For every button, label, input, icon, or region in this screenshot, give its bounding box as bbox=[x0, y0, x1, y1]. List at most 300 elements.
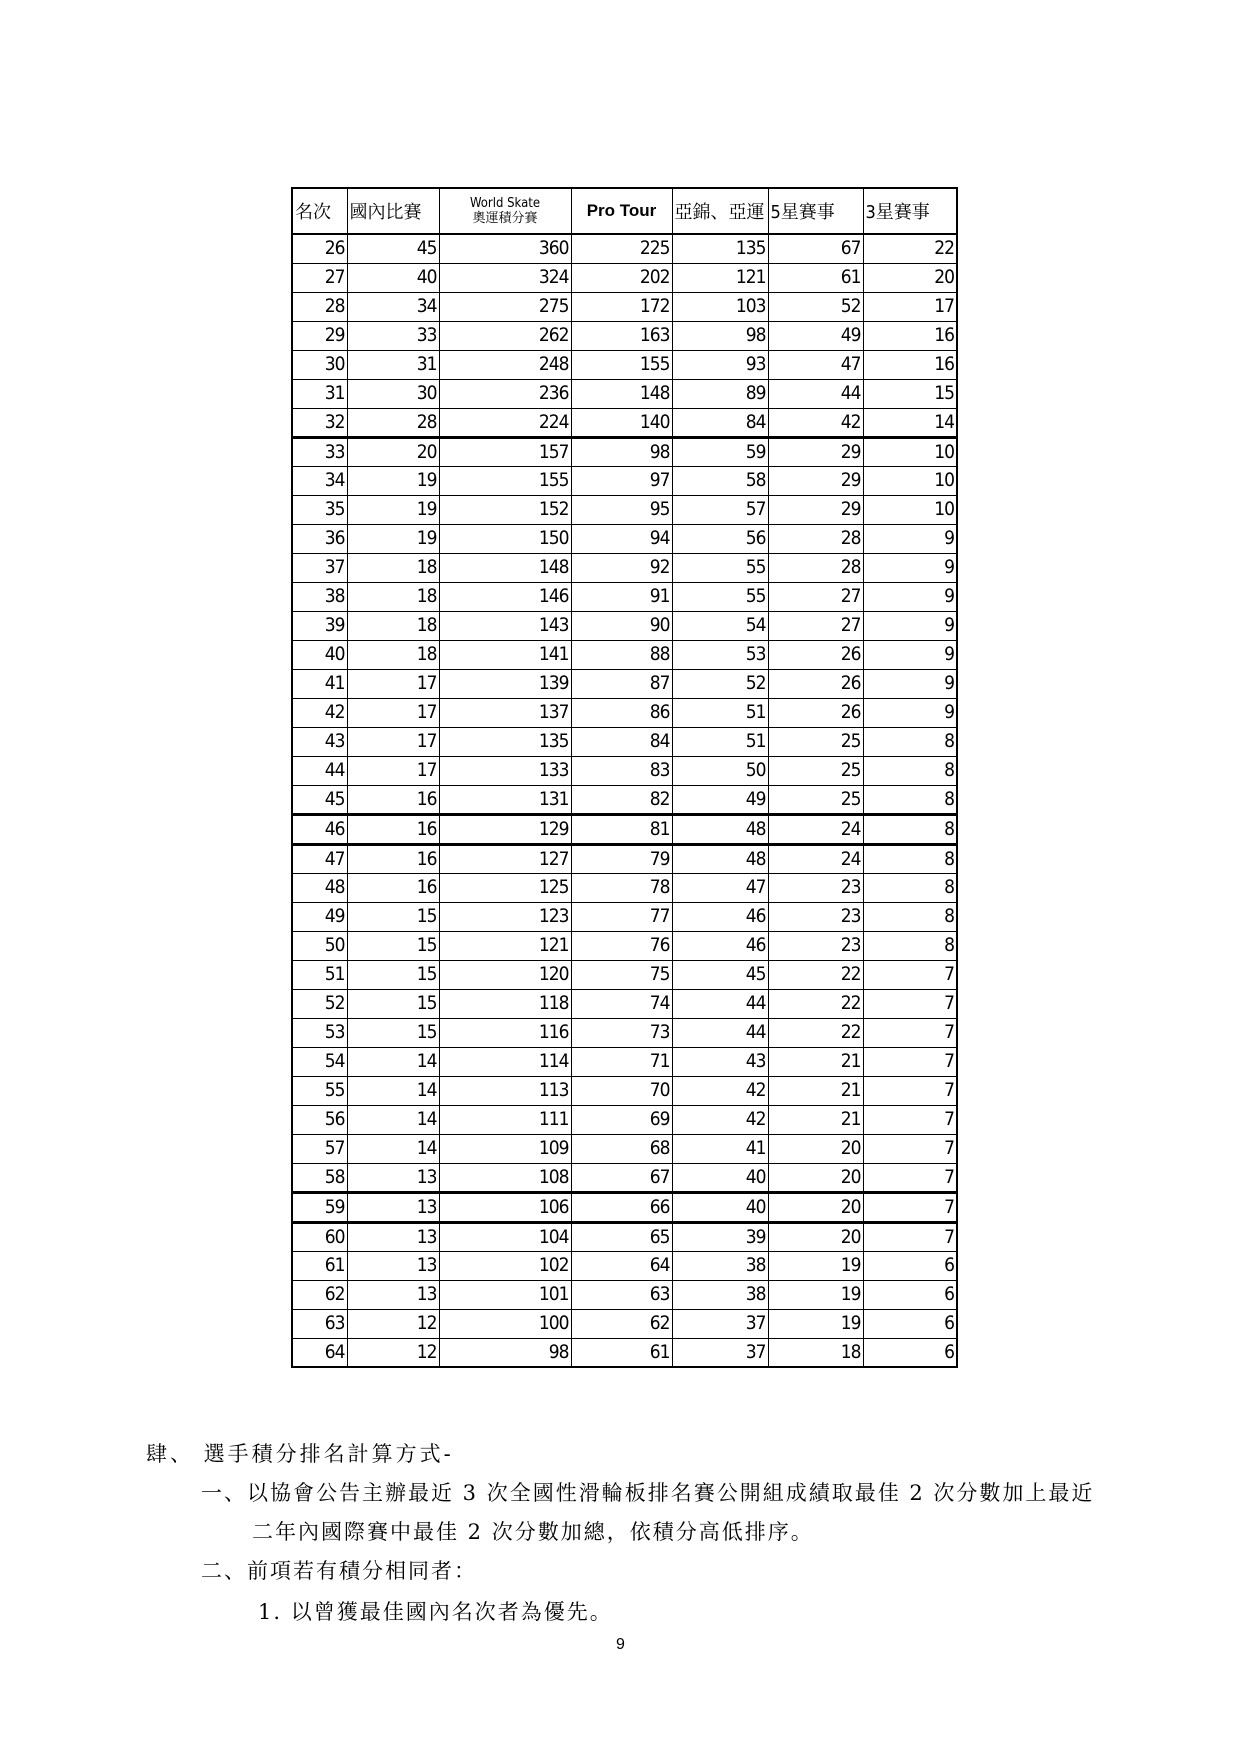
table-cell: 19 bbox=[768, 1280, 863, 1309]
table-cell: 55 bbox=[672, 582, 768, 611]
table-cell: 148 bbox=[571, 379, 672, 408]
table-row bbox=[292, 1076, 957, 1105]
table-cell: 45 bbox=[347, 234, 439, 263]
table-cell: 42 bbox=[768, 408, 863, 437]
table-cell: 45 bbox=[672, 960, 768, 989]
table-cell: 37 bbox=[672, 1338, 768, 1367]
table-cell: 9 bbox=[863, 640, 957, 669]
table-cell: 13 bbox=[347, 1222, 439, 1251]
table-cell: 16 bbox=[347, 785, 439, 814]
header-pro-tour: Pro Tour bbox=[571, 188, 672, 234]
table-cell: 13 bbox=[347, 1280, 439, 1309]
table-cell: 6 bbox=[863, 1338, 957, 1367]
table-cell: 59 bbox=[672, 437, 768, 466]
table-cell: 28 bbox=[292, 292, 347, 321]
table-cell: 67 bbox=[571, 1163, 672, 1192]
table-cell: 56 bbox=[292, 1105, 347, 1134]
header-rank: 名次 bbox=[292, 188, 347, 234]
table-cell: 16 bbox=[347, 844, 439, 873]
table-row bbox=[292, 292, 957, 321]
table-cell: 58 bbox=[292, 1163, 347, 1192]
table-cell: 28 bbox=[347, 408, 439, 437]
table-cell: 8 bbox=[863, 902, 957, 931]
table-cell: 22 bbox=[768, 960, 863, 989]
table-row bbox=[292, 1163, 957, 1192]
table-row bbox=[292, 814, 957, 844]
table-cell: 98 bbox=[672, 321, 768, 350]
table-cell: 224 bbox=[439, 408, 571, 437]
table-cell: 49 bbox=[292, 902, 347, 931]
table-cell: 7 bbox=[863, 1163, 957, 1192]
table-cell: 7 bbox=[863, 1222, 957, 1251]
table-cell: 20 bbox=[863, 263, 957, 292]
table-cell: 63 bbox=[292, 1309, 347, 1338]
table-cell: 18 bbox=[347, 640, 439, 669]
table-row bbox=[292, 989, 957, 1018]
table-cell: 114 bbox=[439, 1047, 571, 1076]
table-row bbox=[292, 669, 957, 698]
table-cell: 17 bbox=[347, 698, 439, 727]
table-cell: 16 bbox=[347, 873, 439, 902]
table-cell: 9 bbox=[863, 582, 957, 611]
table-cell: 360 bbox=[439, 234, 571, 263]
table-cell: 25 bbox=[768, 727, 863, 756]
table-cell: 31 bbox=[347, 350, 439, 379]
table-cell: 89 bbox=[672, 379, 768, 408]
table-cell: 66 bbox=[571, 1192, 672, 1222]
table-cell: 42 bbox=[672, 1105, 768, 1134]
table-cell: 9 bbox=[863, 611, 957, 640]
table-cell: 29 bbox=[292, 321, 347, 350]
table-cell: 56 bbox=[672, 524, 768, 553]
table-cell: 19 bbox=[347, 495, 439, 524]
table-cell: 129 bbox=[439, 814, 571, 844]
table-cell: 109 bbox=[439, 1134, 571, 1163]
table-cell: 42 bbox=[292, 698, 347, 727]
table-cell: 20 bbox=[768, 1222, 863, 1251]
table-cell: 53 bbox=[672, 640, 768, 669]
table-cell: 15 bbox=[863, 379, 957, 408]
table-cell: 84 bbox=[571, 727, 672, 756]
table-cell: 94 bbox=[571, 524, 672, 553]
table-row bbox=[292, 873, 957, 902]
table-cell: 10 bbox=[863, 437, 957, 466]
table-cell: 125 bbox=[439, 873, 571, 902]
table-cell: 7 bbox=[863, 960, 957, 989]
table-cell: 78 bbox=[571, 873, 672, 902]
table-cell: 103 bbox=[672, 292, 768, 321]
table-cell: 120 bbox=[439, 960, 571, 989]
table-cell: 48 bbox=[672, 844, 768, 873]
table-cell: 27 bbox=[292, 263, 347, 292]
table-cell: 7 bbox=[863, 1105, 957, 1134]
table-cell: 20 bbox=[768, 1134, 863, 1163]
table-cell: 49 bbox=[672, 785, 768, 814]
table-cell: 17 bbox=[347, 756, 439, 785]
table-cell: 84 bbox=[672, 408, 768, 437]
table-cell: 38 bbox=[292, 582, 347, 611]
table-cell: 150 bbox=[439, 524, 571, 553]
header-domestic: 國內比賽 bbox=[347, 188, 439, 234]
table-cell: 8 bbox=[863, 814, 957, 844]
table-cell: 123 bbox=[439, 902, 571, 931]
table-cell: 15 bbox=[347, 902, 439, 931]
table-cell: 27 bbox=[768, 582, 863, 611]
table-cell: 9 bbox=[863, 553, 957, 582]
table-cell: 48 bbox=[672, 814, 768, 844]
table-cell: 14 bbox=[347, 1076, 439, 1105]
table-row bbox=[292, 1134, 957, 1163]
table-cell: 76 bbox=[571, 931, 672, 960]
table-cell: 50 bbox=[292, 931, 347, 960]
table-cell: 16 bbox=[347, 814, 439, 844]
table-cell: 7 bbox=[863, 1018, 957, 1047]
table-cell: 52 bbox=[292, 989, 347, 1018]
table-cell: 47 bbox=[768, 350, 863, 379]
table-row bbox=[292, 756, 957, 785]
table-cell: 8 bbox=[863, 727, 957, 756]
table-cell: 26 bbox=[292, 234, 347, 263]
table-cell: 20 bbox=[768, 1192, 863, 1222]
table-cell: 57 bbox=[292, 1134, 347, 1163]
table-cell: 21 bbox=[768, 1047, 863, 1076]
table-cell: 71 bbox=[571, 1047, 672, 1076]
table-cell: 155 bbox=[571, 350, 672, 379]
table-cell: 111 bbox=[439, 1105, 571, 1134]
table-cell: 18 bbox=[768, 1338, 863, 1367]
table-cell: 12 bbox=[347, 1309, 439, 1338]
table-cell: 83 bbox=[571, 756, 672, 785]
table-cell: 6 bbox=[863, 1309, 957, 1338]
header-5-star: 5星賽事 bbox=[768, 188, 863, 234]
table-cell: 157 bbox=[439, 437, 571, 466]
table-cell: 108 bbox=[439, 1163, 571, 1192]
header-world-skate-line1: World Skate bbox=[469, 196, 541, 211]
table-cell: 90 bbox=[571, 611, 672, 640]
table-row bbox=[292, 553, 957, 582]
table-cell: 61 bbox=[768, 263, 863, 292]
table-cell: 48 bbox=[292, 873, 347, 902]
table-cell: 127 bbox=[439, 844, 571, 873]
table-cell: 15 bbox=[347, 1018, 439, 1047]
table-row bbox=[292, 379, 957, 408]
table-cell: 20 bbox=[768, 1163, 863, 1192]
table-cell: 52 bbox=[672, 669, 768, 698]
table-cell: 35 bbox=[292, 495, 347, 524]
table-cell: 63 bbox=[571, 1280, 672, 1309]
table-cell: 140 bbox=[571, 408, 672, 437]
table-cell: 44 bbox=[292, 756, 347, 785]
table-cell: 15 bbox=[347, 989, 439, 1018]
table-cell: 44 bbox=[768, 379, 863, 408]
table-cell: 23 bbox=[768, 931, 863, 960]
table-cell: 163 bbox=[571, 321, 672, 350]
table-cell: 38 bbox=[672, 1251, 768, 1280]
table-cell: 44 bbox=[672, 1018, 768, 1047]
table-cell: 14 bbox=[347, 1134, 439, 1163]
header-asian-games: 亞錦、亞運 bbox=[672, 188, 768, 234]
table-cell: 143 bbox=[439, 611, 571, 640]
table-cell: 26 bbox=[768, 640, 863, 669]
table-row bbox=[292, 408, 957, 437]
table-cell: 8 bbox=[863, 873, 957, 902]
table-cell: 8 bbox=[863, 844, 957, 873]
table-cell: 28 bbox=[768, 553, 863, 582]
table-cell: 97 bbox=[571, 466, 672, 495]
table-cell: 135 bbox=[672, 234, 768, 263]
table-cell: 29 bbox=[768, 437, 863, 466]
table-cell: 39 bbox=[672, 1222, 768, 1251]
table-cell: 47 bbox=[292, 844, 347, 873]
table-cell: 51 bbox=[672, 727, 768, 756]
table-cell: 8 bbox=[863, 785, 957, 814]
table-cell: 67 bbox=[768, 234, 863, 263]
table-cell: 60 bbox=[292, 1222, 347, 1251]
table-header-row bbox=[292, 188, 957, 234]
table-cell: 15 bbox=[347, 931, 439, 960]
table-cell: 98 bbox=[439, 1338, 571, 1367]
table-cell: 15 bbox=[347, 960, 439, 989]
table-cell: 7 bbox=[863, 1047, 957, 1076]
table-cell: 65 bbox=[571, 1222, 672, 1251]
table-cell: 82 bbox=[571, 785, 672, 814]
table-cell: 93 bbox=[672, 350, 768, 379]
table-cell: 33 bbox=[347, 321, 439, 350]
table-row bbox=[292, 263, 957, 292]
table-row bbox=[292, 1192, 957, 1222]
table-cell: 101 bbox=[439, 1280, 571, 1309]
table-cell: 13 bbox=[347, 1192, 439, 1222]
table-cell: 54 bbox=[292, 1047, 347, 1076]
table-cell: 57 bbox=[672, 495, 768, 524]
table-cell: 29 bbox=[768, 495, 863, 524]
table-body bbox=[292, 234, 957, 1367]
table-cell: 50 bbox=[672, 756, 768, 785]
table-cell: 55 bbox=[292, 1076, 347, 1105]
table-cell: 7 bbox=[863, 989, 957, 1018]
table-cell: 27 bbox=[768, 611, 863, 640]
table-cell: 106 bbox=[439, 1192, 571, 1222]
table-cell: 18 bbox=[347, 553, 439, 582]
table-row bbox=[292, 524, 957, 553]
table-cell: 10 bbox=[863, 495, 957, 524]
table-cell: 54 bbox=[672, 611, 768, 640]
table-cell: 62 bbox=[292, 1280, 347, 1309]
table-cell: 19 bbox=[768, 1309, 863, 1338]
table-cell: 225 bbox=[571, 234, 672, 263]
table-cell: 19 bbox=[768, 1251, 863, 1280]
table-cell: 42 bbox=[672, 1076, 768, 1105]
table-cell: 7 bbox=[863, 1192, 957, 1222]
table-cell: 131 bbox=[439, 785, 571, 814]
table-cell: 45 bbox=[292, 785, 347, 814]
table-cell: 22 bbox=[768, 989, 863, 1018]
table-row bbox=[292, 321, 957, 350]
table-cell: 32 bbox=[292, 408, 347, 437]
table-cell: 262 bbox=[439, 321, 571, 350]
table-cell: 116 bbox=[439, 1018, 571, 1047]
table-cell: 22 bbox=[863, 234, 957, 263]
table-cell: 14 bbox=[347, 1105, 439, 1134]
table-cell: 26 bbox=[768, 698, 863, 727]
table-row bbox=[292, 1047, 957, 1076]
table-cell: 14 bbox=[863, 408, 957, 437]
table-cell: 64 bbox=[571, 1251, 672, 1280]
table-cell: 88 bbox=[571, 640, 672, 669]
table-cell: 40 bbox=[347, 263, 439, 292]
table-cell: 34 bbox=[292, 466, 347, 495]
table-cell: 17 bbox=[347, 727, 439, 756]
table-cell: 9 bbox=[863, 524, 957, 553]
table-cell: 46 bbox=[672, 902, 768, 931]
table-cell: 40 bbox=[672, 1192, 768, 1222]
table-cell: 40 bbox=[672, 1163, 768, 1192]
table-row bbox=[292, 931, 957, 960]
table-cell: 7 bbox=[863, 1076, 957, 1105]
table-row bbox=[292, 727, 957, 756]
table-row bbox=[292, 1309, 957, 1338]
table-row bbox=[292, 902, 957, 931]
table-cell: 141 bbox=[439, 640, 571, 669]
rule-item-2: 二、前項若有積分相同者： bbox=[201, 1559, 477, 1583]
table-cell: 46 bbox=[672, 931, 768, 960]
table-row bbox=[292, 1222, 957, 1251]
table-cell: 58 bbox=[672, 466, 768, 495]
table-cell: 100 bbox=[439, 1309, 571, 1338]
table-cell: 81 bbox=[571, 814, 672, 844]
table-cell: 38 bbox=[672, 1280, 768, 1309]
rule-item-1: 一、以協會公告主辦最近 3 次全國性滑輪板排名賽公開組成績取最佳 2 次分數加上最近 bbox=[201, 1481, 1095, 1505]
table-cell: 172 bbox=[571, 292, 672, 321]
table-cell: 91 bbox=[571, 582, 672, 611]
table-row bbox=[292, 1105, 957, 1134]
table-cell: 87 bbox=[571, 669, 672, 698]
table-row bbox=[292, 1251, 957, 1280]
table-cell: 61 bbox=[571, 1338, 672, 1367]
table-cell: 8 bbox=[863, 931, 957, 960]
table-cell: 20 bbox=[347, 437, 439, 466]
table-cell: 79 bbox=[571, 844, 672, 873]
table-cell: 19 bbox=[347, 524, 439, 553]
table-cell: 137 bbox=[439, 698, 571, 727]
table-row bbox=[292, 1338, 957, 1367]
table-cell: 135 bbox=[439, 727, 571, 756]
table-cell: 23 bbox=[768, 902, 863, 931]
table-cell: 59 bbox=[292, 1192, 347, 1222]
table-cell: 26 bbox=[768, 669, 863, 698]
table-row bbox=[292, 698, 957, 727]
table-cell: 24 bbox=[768, 844, 863, 873]
table-cell: 121 bbox=[439, 931, 571, 960]
table-cell: 69 bbox=[571, 1105, 672, 1134]
header-world-skate-line2: 奧運積分賽 bbox=[472, 211, 538, 226]
table-cell: 133 bbox=[439, 756, 571, 785]
table-cell: 155 bbox=[439, 466, 571, 495]
table-cell: 37 bbox=[292, 553, 347, 582]
table-cell: 10 bbox=[863, 466, 957, 495]
table-cell: 13 bbox=[347, 1163, 439, 1192]
table-row bbox=[292, 582, 957, 611]
header-world-skate bbox=[439, 188, 571, 234]
table-cell: 21 bbox=[768, 1105, 863, 1134]
table-cell: 25 bbox=[768, 756, 863, 785]
table-cell: 41 bbox=[292, 669, 347, 698]
table-cell: 53 bbox=[292, 1018, 347, 1047]
table-cell: 248 bbox=[439, 350, 571, 379]
table-cell: 34 bbox=[347, 292, 439, 321]
table-row bbox=[292, 495, 957, 524]
table-cell: 148 bbox=[439, 553, 571, 582]
table-cell: 22 bbox=[768, 1018, 863, 1047]
rule-item-1-continued: 二年內國際賽中最佳 2 次分數加總，依積分高低排序。 bbox=[252, 1520, 814, 1544]
points-table bbox=[291, 187, 958, 1368]
table-cell: 118 bbox=[439, 989, 571, 1018]
table-cell: 152 bbox=[439, 495, 571, 524]
table-cell: 41 bbox=[672, 1134, 768, 1163]
table-cell: 16 bbox=[863, 350, 957, 379]
table-cell: 7 bbox=[863, 1134, 957, 1163]
table-cell: 202 bbox=[571, 263, 672, 292]
table-cell: 139 bbox=[439, 669, 571, 698]
table-cell: 73 bbox=[571, 1018, 672, 1047]
table-cell: 33 bbox=[292, 437, 347, 466]
table-cell: 236 bbox=[439, 379, 571, 408]
table-cell: 30 bbox=[347, 379, 439, 408]
table-cell: 18 bbox=[347, 611, 439, 640]
table-cell: 102 bbox=[439, 1251, 571, 1280]
header-3-star: 3星賽事 bbox=[863, 188, 957, 234]
table-cell: 95 bbox=[571, 495, 672, 524]
table-cell: 44 bbox=[672, 989, 768, 1018]
table-cell: 68 bbox=[571, 1134, 672, 1163]
table-cell: 36 bbox=[292, 524, 347, 553]
table-cell: 47 bbox=[672, 873, 768, 902]
table-cell: 43 bbox=[292, 727, 347, 756]
table-cell: 43 bbox=[672, 1047, 768, 1076]
table-cell: 39 bbox=[292, 611, 347, 640]
table-row bbox=[292, 640, 957, 669]
table-cell: 46 bbox=[292, 814, 347, 844]
table-cell: 21 bbox=[768, 1076, 863, 1105]
section-title: 肆、 選手積分排名計算方式- bbox=[146, 1442, 454, 1466]
table-row bbox=[292, 960, 957, 989]
table-cell: 30 bbox=[292, 350, 347, 379]
table-cell: 16 bbox=[863, 321, 957, 350]
table-cell: 8 bbox=[863, 756, 957, 785]
table-row bbox=[292, 1018, 957, 1047]
table-cell: 98 bbox=[571, 437, 672, 466]
table-cell: 25 bbox=[768, 785, 863, 814]
table-cell: 52 bbox=[768, 292, 863, 321]
table-cell: 12 bbox=[347, 1338, 439, 1367]
table-cell: 104 bbox=[439, 1222, 571, 1251]
table-row bbox=[292, 350, 957, 379]
table-cell: 17 bbox=[863, 292, 957, 321]
table-cell: 62 bbox=[571, 1309, 672, 1338]
table-cell: 121 bbox=[672, 263, 768, 292]
table-cell: 6 bbox=[863, 1251, 957, 1280]
table-cell: 9 bbox=[863, 698, 957, 727]
table-row bbox=[292, 437, 957, 466]
table-cell: 92 bbox=[571, 553, 672, 582]
table-cell: 13 bbox=[347, 1251, 439, 1280]
table-cell: 113 bbox=[439, 1076, 571, 1105]
table-cell: 19 bbox=[347, 466, 439, 495]
table-cell: 75 bbox=[571, 960, 672, 989]
table-cell: 24 bbox=[768, 814, 863, 844]
table-cell: 6 bbox=[863, 1280, 957, 1309]
table-cell: 64 bbox=[292, 1338, 347, 1367]
